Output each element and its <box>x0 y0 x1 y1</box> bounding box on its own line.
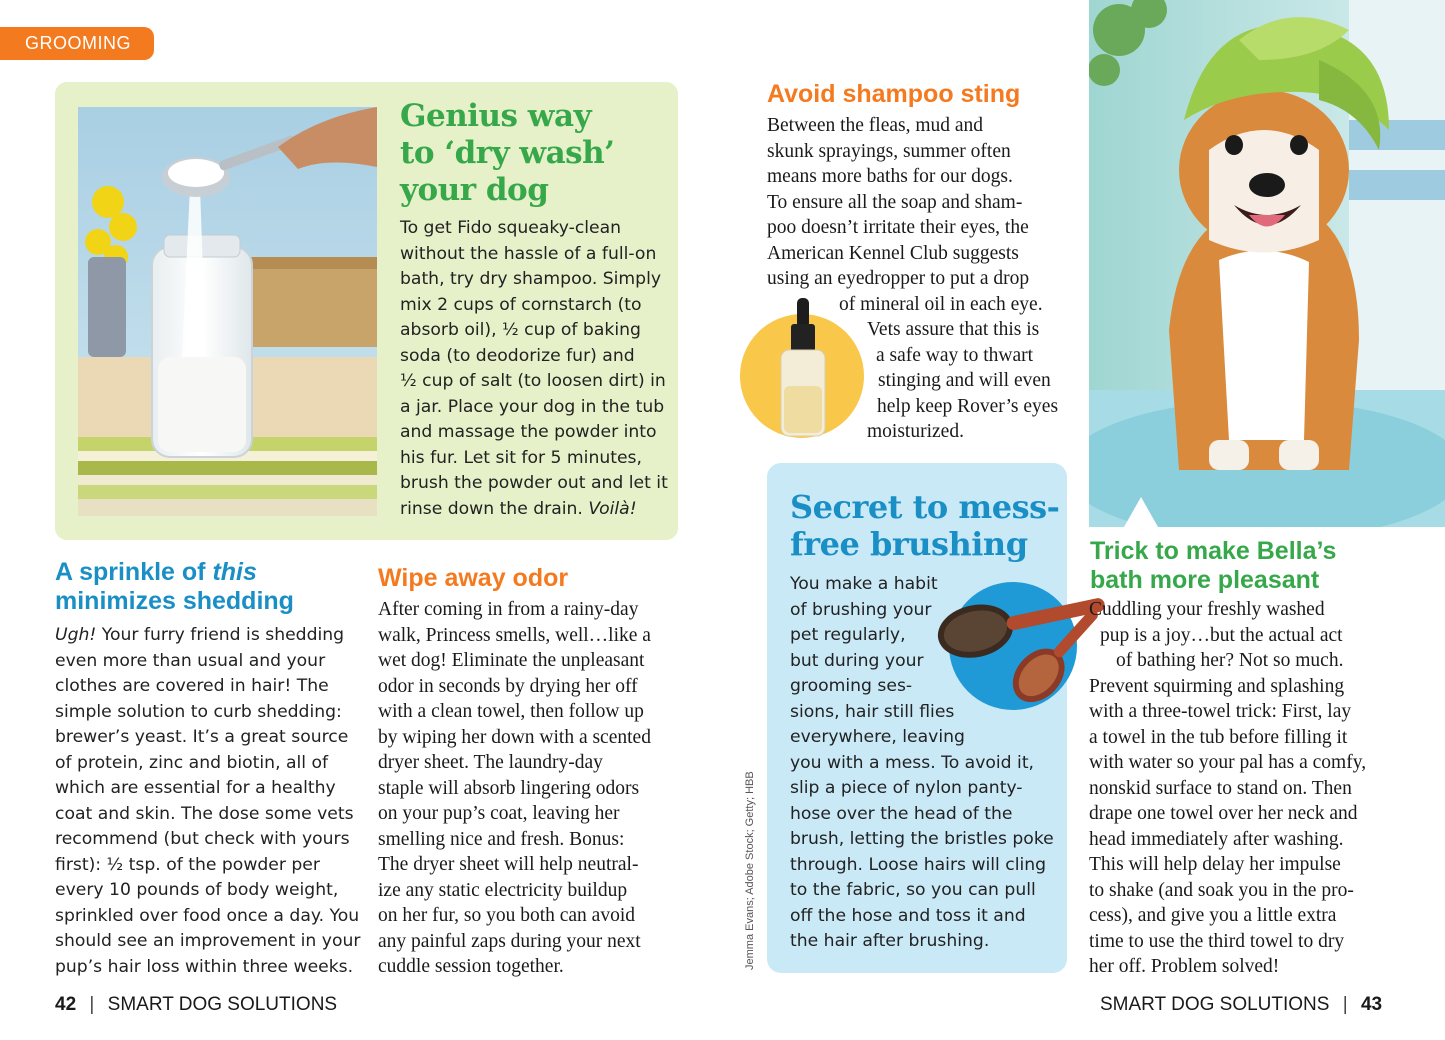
body-line: grooming ses- <box>790 676 913 696</box>
shampoo-title: Avoid shampoo sting <box>767 80 1021 108</box>
shedding-title-line: minimizes shedding <box>55 587 294 615</box>
body-line: staple will absorb lingering odors <box>378 777 640 799</box>
body-line: slip a piece of nylon panty- <box>790 778 1023 798</box>
body-line: by wiping her down with a scented <box>378 726 651 748</box>
body-line: Vets assure that this is <box>867 319 1040 340</box>
body-line: with a clean towel, then follow up <box>378 701 644 722</box>
body-line: The dryer sheet will help neutral- <box>378 854 639 875</box>
body-line: to shake (and soak you in the pro- <box>1089 879 1354 901</box>
body-line: hose over the head of the <box>790 803 1013 824</box>
body-line: a safe way to thwart <box>876 344 1034 366</box>
page-number: 43 <box>1360 994 1383 1015</box>
body-text: rinse down the drain. <box>400 498 589 519</box>
section-tab: GROOMING <box>0 27 154 60</box>
body-line: After coming in from a rainy-day <box>378 599 639 620</box>
body-line: smelling nice and fresh. Bonus: <box>378 828 625 850</box>
body-line: brewer’s yeast. It’s a great source <box>55 727 349 747</box>
shedding-body <box>55 623 360 980</box>
body-line: using an eyedropper to put a drop <box>767 268 1030 289</box>
body-line: walk, Princess smells, well…like a <box>378 624 651 646</box>
body-line: his fur. Let sit for 5 minutes, <box>400 447 642 468</box>
body-line: and massage the powder into <box>400 422 657 442</box>
odor-body <box>378 597 651 980</box>
body-line: sions, hair still flies <box>790 701 955 722</box>
body-line: pup is a joy…but the actual act <box>1100 624 1343 646</box>
body-line: of mineral oil in each eye. <box>839 293 1043 315</box>
body-line: through. Loose hairs will cling <box>790 854 1047 875</box>
bath-title <box>1090 537 1336 595</box>
title-text: A sprinkle of <box>55 558 213 586</box>
body-line: first): ½ tsp. of the powder per <box>55 854 320 875</box>
footer-right <box>1100 993 1382 1017</box>
body-line: which are essential for a healthy <box>55 778 336 798</box>
body-line: head immediately after washing. <box>1089 828 1344 850</box>
body-line: brush the powder out and let it <box>400 473 668 493</box>
body-line: dryer sheet. The laundry-day <box>378 752 603 773</box>
page-number: 42 <box>55 994 77 1015</box>
photo-credit: Jemma Evans; Adobe Stock; Getty; HBB <box>744 771 756 970</box>
body-line: any painful zaps during your next <box>378 930 641 952</box>
brushing-title-line: free brushing <box>790 525 1028 563</box>
body-line: soda (to deodorize fur) and <box>400 345 635 366</box>
bath-body <box>1089 597 1366 980</box>
body-line: even more than usual and your <box>55 650 326 671</box>
body-line: pet regularly, <box>790 625 906 645</box>
body-italic: Voilà! <box>588 498 637 519</box>
body-line: without the hassle of a full-on <box>400 243 657 264</box>
footer-title: SMART DOG SOLUTIONS <box>107 994 338 1015</box>
body-line: a towel in the tub before filling it <box>1089 726 1348 748</box>
dry-wash-title <box>400 98 614 209</box>
body-line: drape one towel over her neck and <box>1089 803 1358 824</box>
footer-title: SMART DOG SOLUTIONS <box>1100 994 1330 1015</box>
body-line: To ensure all the soap and sham- <box>767 191 1023 213</box>
body-line: with a three-towel trick: First, lay <box>1089 701 1352 722</box>
body-line: You make a habit <box>790 574 938 594</box>
body-line: stinging and will even <box>878 370 1051 391</box>
body-line: ½ cup of salt (to loosen dirt) in <box>400 371 666 391</box>
body-line: with water so your pal has a comfy, <box>1089 752 1367 773</box>
body-line: the hair after brushing. <box>790 931 990 951</box>
body-line: absorb oil), ½ cup of baking <box>400 320 641 340</box>
body-line: clothes are covered in hair! The <box>55 676 329 696</box>
dry-wash-body <box>400 216 668 522</box>
body-line: poo doesn’t irritate their eyes, the <box>767 217 1029 238</box>
body-line: bath, try dry shampoo. Simply <box>400 269 662 289</box>
odor-title: Wipe away odor <box>378 564 569 592</box>
dry-wash-title-line: Genius way <box>400 98 592 134</box>
body-line: a jar. Place your dog in the tub <box>400 396 665 417</box>
body-line: skunk sprayings, summer often <box>767 140 1011 162</box>
body-line: pup’s hair loss within three weeks. <box>55 956 354 977</box>
body-line: Prevent squirming and splashing <box>1089 675 1345 697</box>
body-italic: Ugh! <box>55 625 97 645</box>
body-line: mix 2 cups of cornstarch (to <box>400 294 642 315</box>
eyedropper-photo <box>739 296 869 438</box>
bath-title-line: Trick to make Bella’s <box>1090 537 1337 565</box>
brushing-title <box>790 489 1059 563</box>
body-line: means more baths for our dogs. <box>767 166 1013 187</box>
body-line: every 10 pounds of body weight, <box>55 880 339 900</box>
body-line: wet dog! Eliminate the unpleasant <box>378 650 645 671</box>
body-line: off the hose and toss it and <box>790 905 1026 926</box>
dry-wash-title-line: your dog <box>400 172 549 208</box>
body-line <box>400 497 668 523</box>
body-line: Cuddling your freshly washed <box>1089 599 1325 620</box>
brushing-title-line: Secret to mess- <box>790 488 1060 526</box>
body-line: This will help delay her impulse <box>1089 854 1341 875</box>
body-line: nonskid surface to stand on. Then <box>1089 777 1352 799</box>
body-line: odor in seconds by drying her off <box>378 675 638 697</box>
body-line: on her fur, so you both can avoid <box>378 905 635 926</box>
body-line: Between the fleas, mud and <box>767 115 984 136</box>
body-line: cuddle session together. <box>378 956 564 977</box>
shedding-title <box>55 558 294 616</box>
body-line: time to use the third towel to dry <box>1089 930 1345 952</box>
body-line: of brushing your <box>790 599 932 620</box>
body-line: To get Fido squeaky-clean <box>400 218 622 238</box>
body-line: on your pup’s coat, leaving her <box>378 803 620 824</box>
body-line: moisturized. <box>867 421 964 442</box>
body-line: of bathing her? Not so much. <box>1116 650 1344 671</box>
body-line: help keep Rover’s eyes <box>877 395 1059 417</box>
footer-left <box>55 993 337 1017</box>
body-line: cess), and give you a little extra <box>1089 905 1337 926</box>
body-line: American Kennel Club suggests <box>767 242 1019 264</box>
body-line: sprinkled over food once a day. You <box>55 905 360 926</box>
body-line: should see an improvement in your <box>55 931 361 951</box>
title-italic: this <box>212 558 257 586</box>
body-line: you with a mess. To avoid it, <box>790 752 1035 773</box>
body-line: but during your <box>790 650 924 671</box>
cornstarch-jar-photo <box>78 107 377 516</box>
body-line: her off. Problem solved! <box>1089 956 1280 977</box>
body-line <box>55 623 360 649</box>
body-line: everywhere, leaving <box>790 727 965 747</box>
body-line: of protein, zinc and biotin, all of <box>55 752 329 773</box>
bath-title-line: bath more pleasant <box>1090 566 1320 594</box>
brushing-body <box>790 572 1054 955</box>
shedding-title-line <box>55 558 294 587</box>
body-line: recommend (but check with yours <box>55 829 350 849</box>
footer-divider: | <box>89 994 95 1015</box>
body-line: brush, letting the bristles poke <box>790 829 1054 849</box>
body-line: simple solution to curb shedding: <box>55 701 342 722</box>
body-text: Your furry friend is shedding <box>96 625 345 645</box>
footer-divider: | <box>1342 994 1348 1015</box>
body-line: to the fabric, so you can pull <box>790 880 1036 900</box>
corgi-towel-photo <box>1089 0 1445 527</box>
body-line: coat and skin. The dose some vets <box>55 803 354 824</box>
body-line: ize any static electricity buildup <box>378 879 628 901</box>
dry-wash-title-line: to ‘dry wash’ <box>400 135 615 171</box>
